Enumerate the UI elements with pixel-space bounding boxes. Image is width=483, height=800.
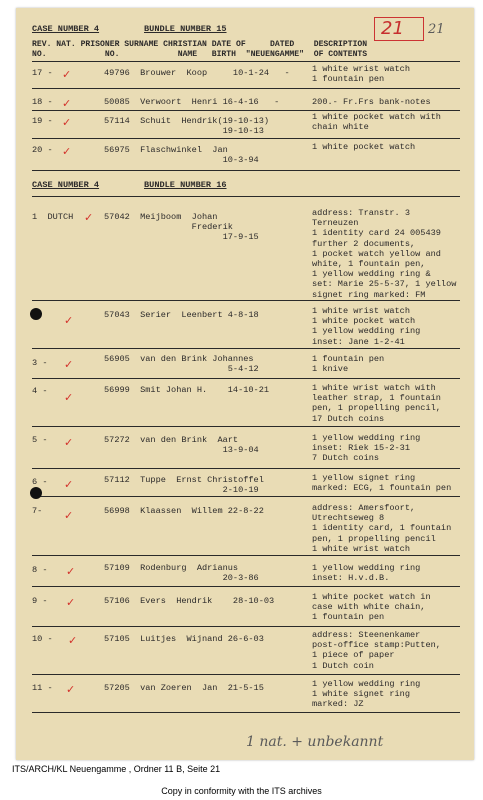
row-contents: 1 yellow wedding ring inset: Riek 15-2-31 7 Dutch coins (312, 433, 421, 464)
row-prisoner-info: 57272 van den Brink Aart 13-9-04 (104, 435, 259, 456)
row-divider (32, 170, 460, 171)
row-contents: 1 white pocket watch with chain white (312, 112, 441, 133)
check-mark: ✓ (62, 145, 72, 158)
row-number: 10 - (32, 634, 53, 644)
row-prisoner-info: 50085 Verwoort Henri 16-4-16 - (104, 97, 280, 107)
row-number: 7- (32, 506, 43, 516)
footer-conformity: Copy in conformity with the ITS archives (161, 786, 322, 796)
row-divider (32, 674, 460, 675)
row-contents: address: Transtr. 3 Terneuzen 1 identity card 24 005439 further 2 documents, 1 pocket watch yellow and white, 1 fountain pen, 1 yellow wedding ring & set: Marie 25-5-37, 1 yellow signet ring marked: FM (312, 208, 457, 300)
header-divider (32, 61, 460, 62)
row-prisoner-info: 57114 Schuit Hendrik(19-10-13) 19-10-13 (104, 116, 270, 137)
row-prisoner-info: 49796 Brouwer Koop 10-1-24 - (104, 68, 290, 78)
row-contents: 1 yellow wedding ring 1 white signet ring marked: JZ (312, 679, 421, 710)
check-mark: ✓ (84, 211, 94, 224)
row-contents: 1 yellow signet ring marked: ECG, 1 fountain pen (312, 473, 452, 494)
check-mark: ✓ (64, 436, 74, 449)
row-number: 1 DUTCH (32, 212, 74, 222)
check-mark: ✓ (66, 683, 76, 696)
row-contents: 1 white wrist watch with leather strap, 1 fountain pen, 1 propelling pencil, 17 Dutch coins (312, 383, 441, 424)
check-mark: ✓ (66, 565, 76, 578)
row-divider (32, 712, 460, 713)
row-contents: 200.- Fr.Frs bank-notes (312, 97, 431, 107)
row-number: 11 - (32, 683, 53, 693)
row-prisoner-info: 57106 Evers Hendrik 28-10-03 (104, 596, 275, 606)
check-mark: ✓ (62, 116, 72, 129)
bundle-number-label: BUNDLE NUMBER 15 (144, 24, 227, 34)
row-divider (32, 138, 460, 139)
bundle-number-label: BUNDLE NUMBER 16 (144, 180, 227, 190)
row-number: 18 - (32, 97, 53, 107)
row-prisoner-info: 57109 Rodenburg Adrianus 20-3-86 (104, 563, 259, 584)
row-contents: address: Amersfoort, Utrechtseweg 8 1 identity card, 1 fountain pen, 1 propelling pencil 1 white wrist watch (312, 503, 452, 554)
row-number: 6 - (32, 477, 48, 487)
check-mark: ✓ (64, 358, 74, 371)
row-divider (32, 626, 460, 627)
column-headers-line2: NO. NO. NAME BIRTH "NEUENGAMME" OF CONTENTS (32, 50, 368, 59)
row-prisoner-info: 57105 Luitjes Wijnand 26-6-03 (104, 634, 264, 644)
check-mark: ✓ (66, 596, 76, 609)
check-mark: ✓ (64, 478, 74, 491)
row-divider (32, 468, 460, 469)
row-prisoner-info: 57205 van Zoeren Jan 21-5-15 (104, 683, 264, 693)
row-contents: 1 white pocket watch in case with white chain, 1 fountain pen (312, 592, 431, 623)
row-divider (32, 555, 460, 556)
row-divider (32, 426, 460, 427)
row-divider (32, 496, 460, 497)
row-number: 9 - (32, 596, 48, 606)
page-number-stamp: 21 (374, 17, 424, 41)
row-divider (32, 88, 460, 89)
row-number: 3 - (32, 358, 48, 368)
row-contents: 1 white pocket watch (312, 142, 416, 152)
check-mark: ✓ (68, 634, 78, 647)
check-mark: ✓ (64, 509, 74, 522)
row-contents: 1 fountain pen 1 knive (312, 354, 385, 375)
footer-source: ITS/ARCH/KL Neuengamme , Ordner 11 B, Seite 21 (12, 764, 221, 774)
case-number-label: CASE NUMBER 4 (32, 180, 100, 190)
row-number: 5 - (32, 435, 48, 445)
check-mark: ✓ (62, 97, 72, 110)
column-headers-line1: REV. NAT. PRISONER SURNAME CHRISTIAN DATE OF DATED DESCRIPTION (32, 40, 368, 49)
row-prisoner-info: 57042 Meijboom Johan Frederik 17-9-15 (104, 212, 259, 243)
row-contents: 1 white wrist watch 1 white pocket watch 1 yellow wedding ring inset: Jane 1-2-41 (312, 306, 421, 347)
row-divider (32, 586, 460, 587)
row-contents: address: Steenenkamer post-office stamp:Putten, 1 piece of paper 1 Dutch coin (312, 630, 441, 671)
row-contents: 1 white wrist watch 1 fountain pen (312, 64, 410, 85)
check-mark: ✓ (64, 391, 74, 404)
row-prisoner-info: 57043 Serier Leenbert 4-8-18 (104, 310, 259, 320)
row-divider (32, 110, 460, 111)
punch-hole (30, 308, 42, 320)
row-prisoner-info: 56999 Smit Johan H. 14-10-21 (104, 385, 270, 395)
row-prisoner-info: 56998 Klaassen Willem 22-8-22 (104, 506, 264, 516)
row-divider (32, 300, 460, 301)
row-prisoner-info: 56975 Flaschwinkel Jan 10-3-94 (104, 145, 259, 166)
row-prisoner-info: 56905 van den Brink Johannes 5-4-12 (104, 354, 259, 375)
row-prisoner-info: 57112 Tuppe Ernst Christoffel 2-10-19 (104, 475, 264, 496)
case-number-label: CASE NUMBER 4 (32, 24, 100, 34)
page-number-pencil: 21 (428, 22, 445, 37)
row-number: 4 - (32, 386, 48, 396)
check-mark: ✓ (64, 314, 74, 327)
punch-hole (30, 487, 42, 499)
row-number: 19 - (32, 116, 53, 126)
section-divider (32, 196, 460, 197)
handwritten-note: 1 nat. + unbekannt (246, 734, 384, 750)
row-number: 17 - (32, 68, 53, 78)
row-contents: 1 yellow wedding ring inset: H.v.d.B. (312, 563, 421, 584)
row-divider (32, 378, 460, 379)
row-number: 8 - (32, 565, 48, 575)
row-divider (32, 348, 460, 349)
row-number: 20 - (32, 145, 53, 155)
check-mark: ✓ (62, 68, 72, 81)
